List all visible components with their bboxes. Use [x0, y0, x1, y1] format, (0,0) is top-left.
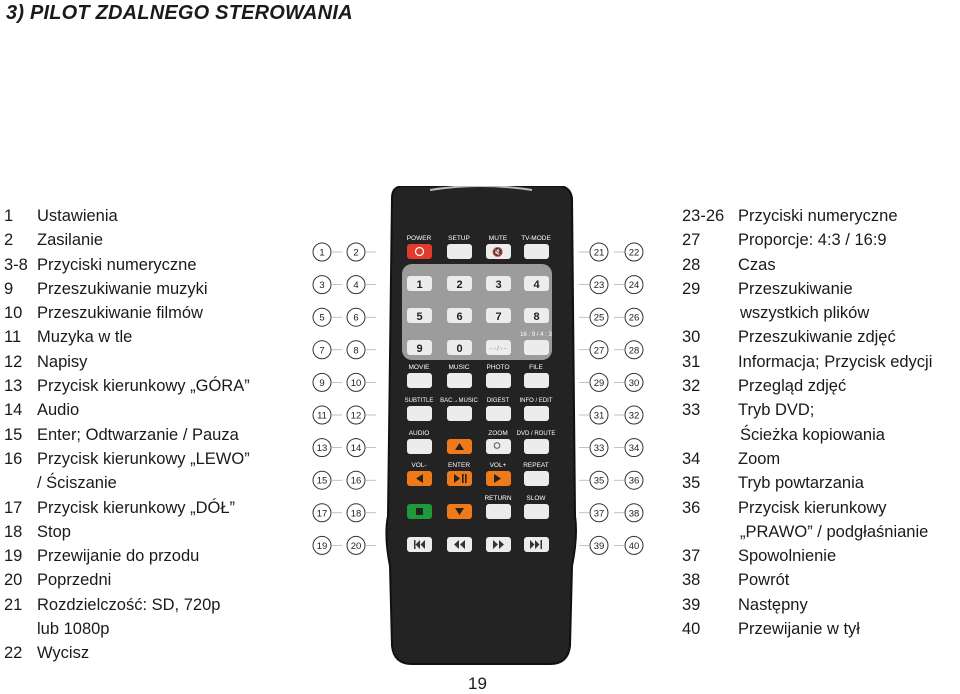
digest-button[interactable]	[486, 406, 511, 421]
legend-item	[4, 277, 250, 301]
legend-text: Rozdzielczość: SD, 720p	[37, 595, 221, 614]
dvdroute-button[interactable]	[524, 439, 549, 454]
legend-number: 10	[4, 304, 23, 323]
legend-number: 22	[4, 644, 23, 663]
digit-label: 0	[456, 343, 463, 355]
callout-number: 30	[628, 377, 640, 389]
legend-text: Napisy	[37, 352, 88, 371]
digit-label: 9	[416, 343, 423, 355]
remote-control-figure	[300, 186, 650, 681]
legend-item	[4, 544, 250, 568]
legend-item	[682, 325, 932, 349]
legend-text: Przycisk kierunkowy	[738, 498, 887, 517]
legend-item	[682, 253, 932, 277]
digit-button[interactable]	[447, 308, 472, 323]
legend-text: Stop	[37, 522, 71, 541]
digit-label: 6	[456, 311, 463, 323]
legend-number: 33	[682, 401, 701, 420]
legend-item	[4, 568, 250, 592]
callouts-right	[579, 243, 643, 554]
legend-text: Tryb powtarzania	[738, 474, 864, 493]
callout-number: 15	[316, 475, 328, 487]
legend-number: 35	[682, 474, 701, 493]
legend-text: Ustawienia	[37, 207, 118, 225]
callout-number: 21	[593, 247, 605, 259]
callout-number: 40	[628, 540, 640, 552]
legend-number: 38	[682, 571, 701, 590]
callout-number: 34	[628, 443, 640, 455]
callout-number: 33	[593, 443, 605, 455]
legend-text: lub 1080p	[37, 620, 110, 639]
callout-number: 20	[350, 540, 362, 552]
callout-number: 23	[593, 280, 605, 292]
movie-label: MOVIE	[408, 364, 430, 371]
tvmode-label: TV-MODE	[521, 235, 551, 242]
digit-button[interactable]	[486, 308, 511, 323]
rewind-button[interactable]	[447, 537, 472, 552]
callout-number: 11	[317, 410, 327, 422]
legend-number: 18	[4, 522, 23, 541]
digit-label: 8	[533, 311, 540, 323]
music-label: MUSIC	[448, 364, 470, 371]
left-legend-list	[4, 204, 250, 666]
callout-number: 14	[350, 443, 362, 455]
ratio-label: 16 : 9 / 4 : 3	[520, 332, 552, 338]
legend-text: / Ściszanie	[37, 474, 117, 493]
legend-text: Proporcje: 4:3 / 16:9	[738, 231, 887, 250]
legend-text: Wycisz	[37, 644, 90, 663]
legend-item	[4, 617, 250, 641]
legend-number: 21	[4, 595, 23, 614]
callout-number: 26	[628, 312, 640, 324]
callout-number: 39	[593, 540, 605, 552]
legend-text: Przewijanie w tył	[738, 620, 860, 639]
legend-item	[682, 301, 932, 325]
callout-number: 8	[353, 345, 359, 357]
callout-number: 32	[628, 410, 640, 422]
zoom-label: ZOOM	[488, 430, 508, 437]
legend-item	[682, 350, 932, 374]
legend-number: 34	[682, 449, 701, 468]
ratio-button[interactable]	[524, 340, 549, 355]
legend-number: 11	[4, 328, 22, 347]
legend-text: Przycisk kierunkowy „GÓRA”	[37, 377, 250, 396]
legend-item	[682, 374, 932, 398]
legend-text: Następny	[738, 595, 808, 614]
legend-text: Czas	[738, 255, 776, 274]
page-title: 3) PILOT ZDALNEGO STEROWANIA	[6, 2, 353, 24]
legend-text: wszystkich plików	[740, 304, 870, 323]
callout-number: 36	[628, 475, 640, 487]
audio-label: AUDIO	[408, 430, 430, 437]
callout-number: 4	[353, 280, 359, 292]
setup-button[interactable]	[447, 244, 472, 259]
legend-number: 31	[682, 352, 701, 371]
legend-text: Muzyka w tle	[37, 328, 133, 347]
photo-label: PHOTO	[486, 364, 510, 371]
legend-text: Zoom	[738, 449, 781, 468]
callout-number: 31	[593, 410, 605, 422]
legend-number: 23-26	[682, 207, 725, 225]
legend-text: Spowolnienie	[738, 547, 837, 566]
zoom-button[interactable]	[486, 439, 511, 454]
repeat-label: REPEAT	[523, 462, 549, 469]
callout-number: 3	[319, 280, 325, 292]
legend-number: 27	[682, 231, 701, 250]
enter-label: ENTER	[447, 462, 471, 469]
mute-label: MUTE	[488, 235, 508, 242]
legend-item	[4, 520, 250, 544]
power-button[interactable]	[407, 244, 432, 259]
music-button[interactable]	[447, 373, 472, 388]
legend-text: Informacja; Przycisk edycji	[738, 352, 933, 371]
movie-button[interactable]	[407, 373, 432, 388]
legend-item	[682, 447, 932, 471]
callout-number: 5	[319, 312, 325, 324]
callout-number: 17	[316, 508, 328, 520]
digit-label: 5	[416, 311, 423, 323]
digit-label: 7	[495, 311, 502, 323]
legend-item	[4, 593, 250, 617]
legend-item	[4, 496, 250, 520]
page-number: 19	[468, 674, 487, 693]
callout-number: 6	[353, 312, 359, 324]
digit-button[interactable]	[407, 276, 432, 291]
legend-item	[4, 253, 250, 277]
legend-number: 12	[4, 352, 23, 371]
legend-text: Przyciski numeryczne	[37, 255, 197, 274]
legend-item	[4, 350, 250, 374]
callouts-left	[313, 243, 376, 554]
legend-number: 29	[682, 279, 701, 298]
legend-text: Przeszukiwanie	[738, 279, 853, 298]
legend-number: 16	[4, 449, 23, 468]
legend-text: Przycisk kierunkowy „DÓŁ”	[37, 498, 236, 517]
callout-number: 16	[350, 475, 362, 487]
legend-number: 32	[682, 377, 701, 396]
callout-number: 13	[316, 443, 328, 455]
legend-item	[682, 617, 932, 641]
subtitle-button[interactable]	[407, 406, 432, 421]
legend-item	[4, 301, 250, 325]
power-label: POWER	[406, 235, 432, 242]
callout-number: 9	[319, 377, 325, 389]
callout-number: 7	[319, 345, 325, 357]
legend-number: 2	[4, 231, 14, 250]
file-button[interactable]	[524, 373, 549, 388]
fast-forward-button[interactable]	[486, 537, 511, 552]
callout-number: 38	[628, 508, 640, 520]
digit-label: 1	[416, 279, 423, 291]
legend-item	[682, 593, 932, 617]
legend-number: 1	[4, 207, 14, 225]
legend-text: Powrót	[738, 571, 790, 590]
legend-number: 13	[4, 377, 23, 396]
legend-item	[682, 228, 932, 252]
legend-text: Przewijanie do przodu	[37, 547, 200, 566]
digit-label: 4	[533, 279, 540, 291]
legend-text: Tryb DVD;	[738, 401, 815, 420]
info-label: INFO / EDIT	[519, 398, 553, 404]
info-edit-button[interactable]	[524, 406, 549, 421]
subtitle-label: SUBTITLE	[404, 398, 434, 404]
digit-button[interactable]	[524, 308, 549, 323]
legend-number: 37	[682, 547, 701, 566]
slow-button[interactable]	[524, 504, 549, 519]
callout-number: 25	[593, 312, 605, 324]
legend-text: Przycisk kierunkowy „LEWO”	[37, 449, 250, 468]
digit-button[interactable]	[407, 340, 432, 355]
legend-item	[682, 398, 932, 422]
callout-number: 24	[628, 280, 640, 292]
legend-item	[682, 423, 932, 447]
legend-text: Przegląd zdjęć	[738, 377, 847, 396]
legend-item	[4, 447, 250, 471]
legend-text: Poprzedni	[37, 571, 112, 590]
stop-icon	[416, 508, 423, 515]
dash-button-label: - - / - -	[489, 346, 507, 353]
legend-number: 30	[682, 328, 701, 347]
callout-number: 18	[350, 508, 362, 520]
callout-number: 19	[316, 540, 328, 552]
tvmode-button[interactable]	[524, 244, 549, 259]
legend-item	[4, 228, 250, 252]
digit-button[interactable]	[524, 276, 549, 291]
callout-number: 29	[593, 377, 605, 389]
legend-text: Przyciski numeryczne	[738, 207, 898, 225]
callout-number: 35	[593, 475, 605, 487]
legend-number: 20	[4, 571, 23, 590]
digit-label: 2	[456, 279, 463, 291]
digit-label: 3	[495, 279, 502, 291]
callout-number: 28	[628, 345, 640, 357]
legend-item	[682, 204, 932, 228]
digest-label: DIGEST	[486, 398, 510, 404]
legend-text: Przeszukiwanie filmów	[37, 304, 203, 323]
legend-item	[4, 423, 250, 447]
audio-button[interactable]	[407, 439, 432, 454]
legend-number: 3-8	[4, 255, 28, 274]
legend-number: 36	[682, 498, 701, 517]
legend-number: 40	[682, 620, 701, 639]
legend-item	[4, 325, 250, 349]
callout-number: 10	[350, 377, 362, 389]
legend-number: 28	[682, 255, 701, 274]
digit-button[interactable]	[447, 276, 472, 291]
return-button[interactable]	[486, 504, 511, 519]
slow-label: SLOW	[526, 495, 546, 502]
legend-item	[682, 520, 932, 544]
legend-number: 14	[4, 401, 23, 420]
bgmusic-button[interactable]	[447, 406, 472, 421]
legend-number: 19	[4, 547, 23, 566]
callout-number: 12	[350, 410, 362, 422]
legend-item	[4, 471, 250, 495]
callout-number: 37	[593, 508, 605, 520]
legend-number: 39	[682, 595, 701, 614]
volminus-label: VOL-	[411, 462, 427, 469]
legend-item	[4, 204, 250, 228]
legend-text: Audio	[37, 401, 80, 420]
legend-text: Zasilanie	[37, 231, 104, 250]
legend-text: Enter; Odtwarzanie / Pauza	[37, 425, 239, 444]
legend-item	[682, 544, 932, 568]
legend-item	[682, 496, 932, 520]
callout-number: 27	[593, 345, 605, 357]
legend-number: 9	[4, 279, 14, 298]
repeat-button[interactable]	[524, 471, 549, 486]
volplus-label: VOL+	[489, 462, 507, 469]
legend-text: „PRAWO” / podgłaśnianie	[740, 522, 929, 541]
file-label: FILE	[529, 364, 543, 371]
legend-item	[4, 398, 250, 422]
legend-item	[682, 277, 932, 301]
setup-label: SETUP	[448, 235, 470, 242]
callout-number: 1	[319, 247, 325, 259]
legend-text: Przeszukiwanie muzyki	[37, 279, 208, 298]
legend-number: 17	[4, 498, 23, 517]
photo-button[interactable]	[486, 373, 511, 388]
legend-text: Ścieżka kopiowania	[740, 425, 885, 444]
legend-item	[4, 641, 250, 665]
digit-button[interactable]	[447, 340, 472, 355]
legend-text: Przeszukiwanie zdjęć	[738, 328, 896, 347]
callout-number: 2	[353, 247, 359, 259]
bgmusic-label: BAC→MUSIC	[440, 398, 478, 404]
legend-item	[682, 568, 932, 592]
dvdroute-label: DVD / ROUTE	[516, 431, 556, 437]
return-label: RETURN	[484, 495, 512, 502]
callout-number: 22	[628, 247, 640, 259]
right-legend-list	[682, 204, 932, 641]
legend-item	[4, 374, 250, 398]
digit-button[interactable]	[486, 276, 511, 291]
digit-button[interactable]	[407, 308, 432, 323]
legend-number: 15	[4, 425, 23, 444]
legend-item	[682, 471, 932, 495]
speaker-mute-icon: 🔇	[492, 247, 504, 257]
